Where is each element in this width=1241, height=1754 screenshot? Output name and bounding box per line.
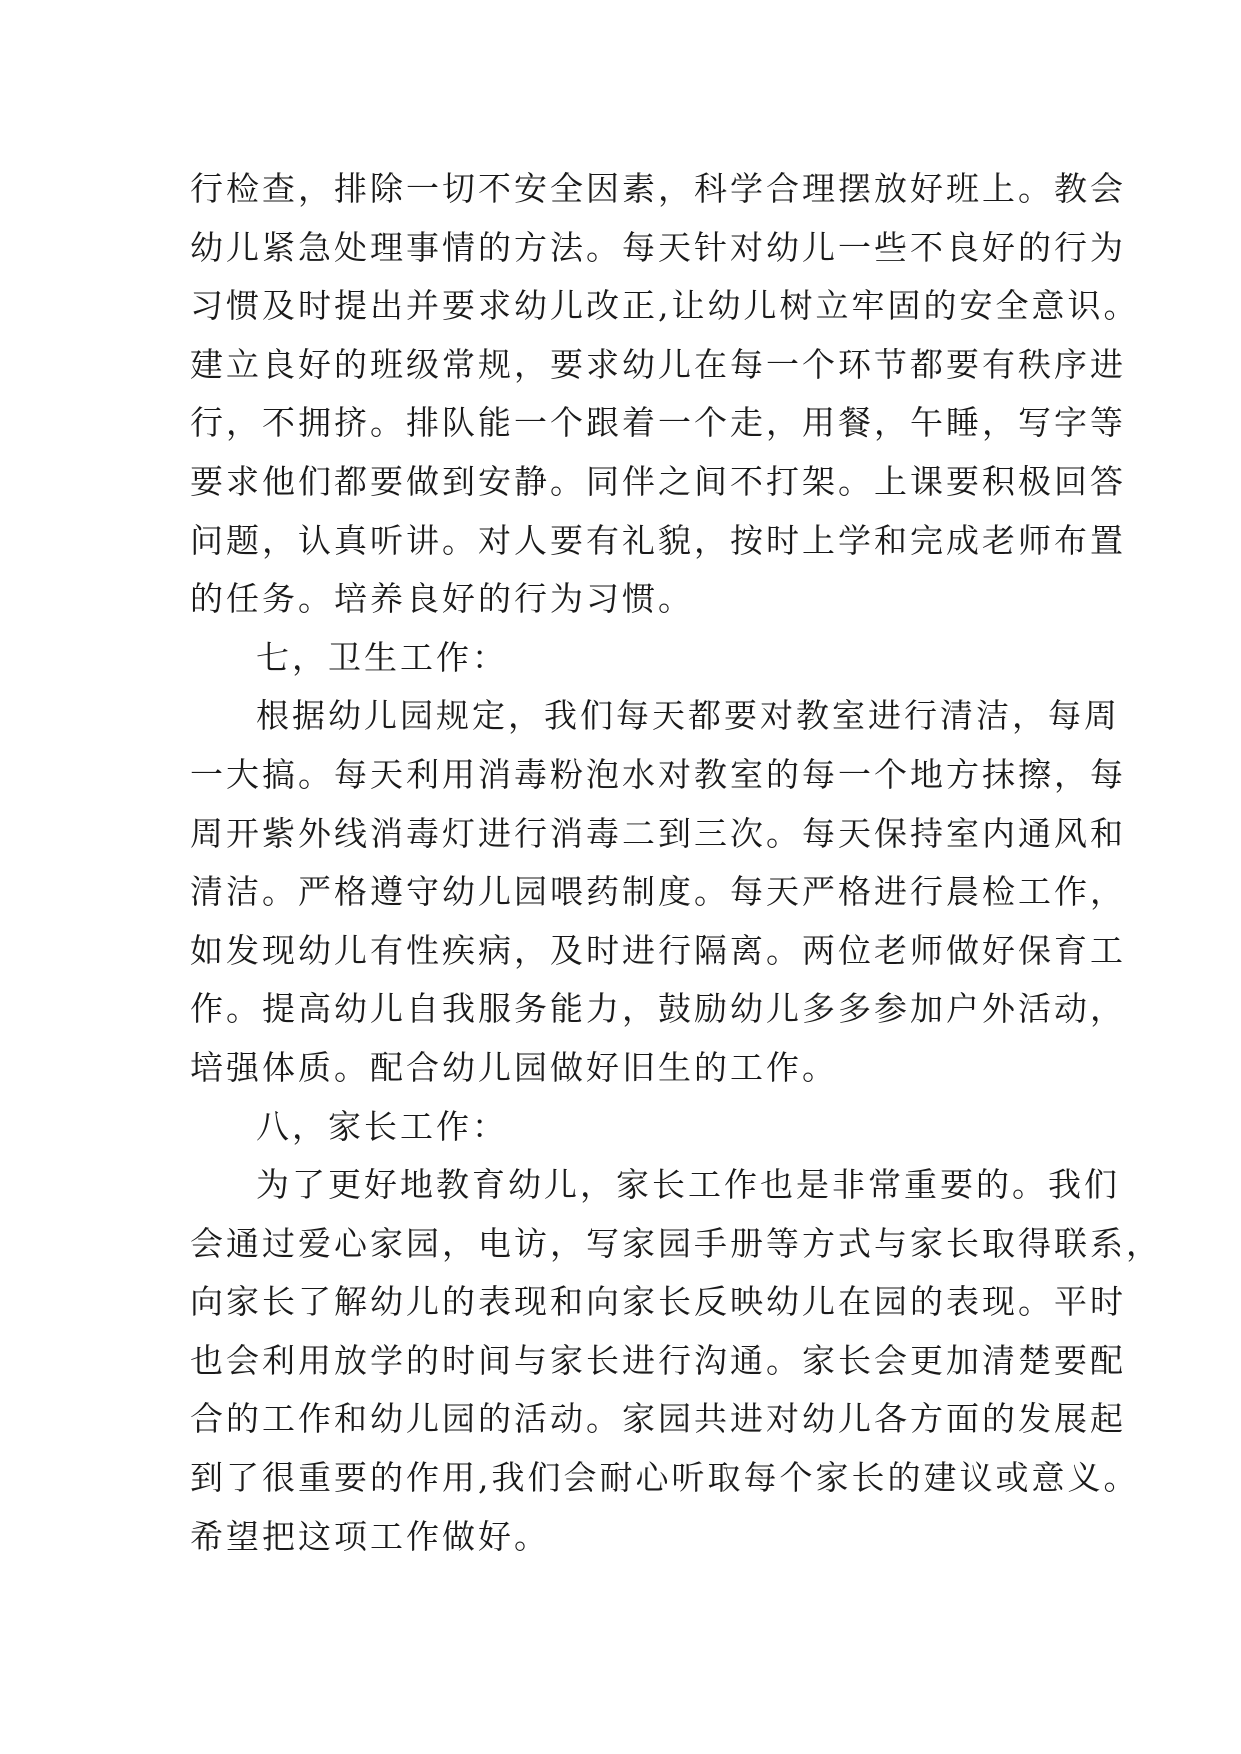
- text-line: 行，不拥挤。排队能一个跟着一个走，用餐，午睡，写字等: [190, 403, 1126, 443]
- text-line: 作。提高幼儿自我服务能力，鼓励幼儿多多参加户外活动，: [190, 989, 1126, 1029]
- text-line: 如发现幼儿有性疾病，及时进行隔离。两位老师做好保育工: [190, 930, 1126, 970]
- text-line: 会通过爱心家园，电访，写家园手册等方式与家长取得联系，: [190, 1223, 1162, 1263]
- paragraph-first-line: 为了更好地教育幼儿，家长工作也是非常重要的。我们: [256, 1165, 1120, 1205]
- text-line: 到了很重要的作用,我们会耐心听取每个家长的建议或意义。: [190, 1458, 1140, 1498]
- paragraph-first-line: 根据幼儿园规定，我们每天都要对教室进行清洁，每周: [256, 696, 1120, 736]
- document-body: [190, 160, 1162, 1566]
- paragraph-first-line: 八，家长工作：: [256, 1106, 508, 1146]
- text-line: 周开紫外线消毒灯进行消毒二到三次。每天保持室内通风和: [190, 813, 1126, 853]
- text-line: 要求他们都要做到安静。同伴之间不打架。上课要积极回答: [190, 461, 1126, 501]
- text-line: 向家长了解幼儿的表现和向家长反映幼儿在园的表现。平时: [190, 1282, 1126, 1322]
- text-line: 也会利用放学的时间与家长进行沟通。家长会更加清楚要配: [190, 1340, 1126, 1380]
- text-line: 建立良好的班级常规，要求幼儿在每一个环节都要有秩序进: [190, 344, 1126, 384]
- text-line: 合的工作和幼儿园的活动。家园共进对幼儿各方面的发展起: [190, 1399, 1126, 1439]
- text-line: 培强体质。配合幼儿园做好旧生的工作。: [190, 1047, 838, 1087]
- text-line: 的任务。培养良好的行为习惯。: [190, 579, 694, 619]
- text-line: 幼儿紧急处理事情的方法。每天针对幼儿一些不良好的行为: [190, 227, 1126, 267]
- text-line: 问题，认真听讲。对人要有礼貌，按时上学和完成老师布置: [190, 520, 1126, 560]
- text-line: 行检查，排除一切不安全因素，科学合理摆放好班上。教会: [190, 169, 1126, 208]
- text-line: 清洁。严格遵守幼儿园喂药制度。每天严格进行晨检工作，: [190, 872, 1126, 912]
- paragraph-first-line: 七，卫生工作：: [256, 637, 508, 677]
- text-line: 一大搞。每天利用消毒粉泡水对教室的每一个地方抹擦，每: [190, 754, 1126, 794]
- text-line: 习惯及时提出并要求幼儿改正,让幼儿树立牢固的安全意识。: [190, 286, 1140, 326]
- text-line: 希望把这项工作做好。: [190, 1516, 550, 1556]
